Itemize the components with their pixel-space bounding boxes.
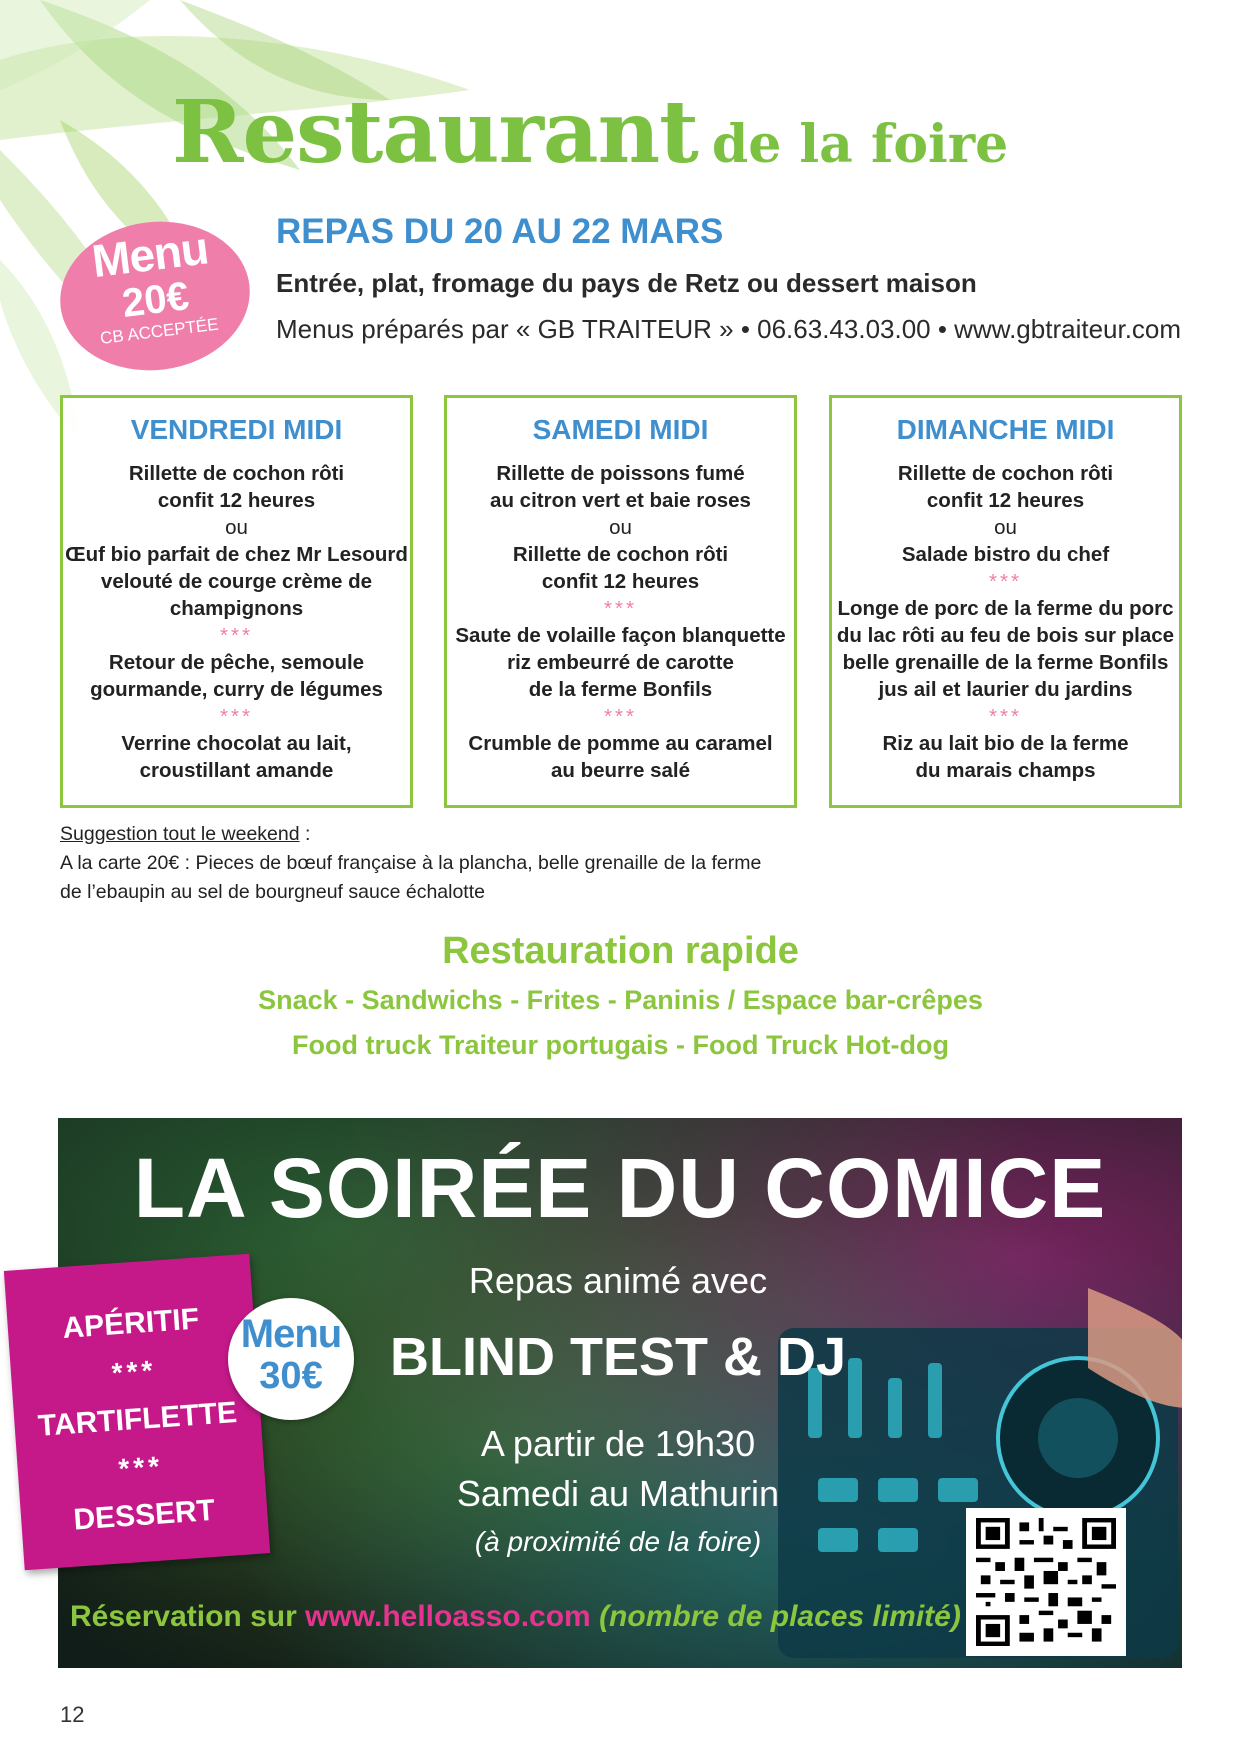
course-separator: ***: [220, 624, 253, 647]
dish-line: gourmande, curry de légumes: [90, 678, 383, 701]
dish-line: Riz au lait bio de la ferme: [882, 732, 1129, 755]
reservation-line: [70, 1600, 961, 1634]
dish-line: Rillette de poissons fumé: [496, 462, 745, 485]
suggestion-colon: :: [299, 823, 311, 845]
dish-line: Salade bistro du chef: [901, 543, 1110, 566]
menu-separator: ***: [110, 1354, 158, 1389]
soiree-proximity: (à proximité de la foire): [474, 1526, 762, 1557]
dish-line: jus ail et laurier du jardins: [878, 678, 1133, 701]
dish-line: Œuf bio parfait de chez Mr Lesourd: [65, 543, 408, 566]
dish-line: Rillette de cochon rôti: [897, 462, 1114, 485]
day-box-dimanche: [829, 395, 1182, 808]
or-divider: ou: [609, 516, 632, 539]
dish-line: Longe de porc de la ferme du porc: [837, 597, 1174, 620]
dish-line: belle grenaille de la ferme Bonfils: [842, 651, 1169, 674]
page-title: [172, 82, 1008, 183]
menu-item-dessert: DESSERT: [72, 1493, 217, 1537]
course-separator: ***: [989, 570, 1022, 593]
or-divider: ou: [225, 516, 248, 539]
qr-code-icon: [976, 1518, 1116, 1646]
fast-food-line-1: Snack - Sandwichs - Frites - Paninis / Espace bar-crêpes: [258, 985, 983, 1015]
fast-food-title: Restauration rapide: [442, 930, 799, 972]
dish-line: riz embeurré de carotte: [507, 651, 734, 674]
day-title: DIMANCHE MIDI: [896, 414, 1115, 445]
menu-separator: ***: [117, 1450, 165, 1485]
dish-line: Rillette de cochon rôti: [512, 543, 729, 566]
dish-line: velouté de courge crème de: [100, 570, 373, 593]
soiree-menu-card: [4, 1254, 270, 1570]
course-separator: ***: [220, 705, 253, 728]
course-separator: ***: [989, 705, 1022, 728]
dish-line: au citron vert et baie roses: [490, 489, 751, 512]
dish-line: du marais champs: [915, 759, 1096, 782]
soiree-menu-label: Menu: [240, 1312, 342, 1356]
page-number: 12: [60, 1702, 85, 1727]
suggestion-line-1: A la carte 20€ : Pieces de bœuf française à la plancha, belle grenaille de la ferme: [60, 852, 762, 874]
title-restaurant: Restaurant: [172, 82, 698, 183]
soiree-blind-test: BLIND TEST & DJ: [389, 1327, 847, 1387]
day-menu-lines: [832, 460, 1179, 784]
course-separator: ***: [604, 597, 637, 620]
dish-line: Crumble de pomme au caramel: [468, 732, 773, 755]
day-box-vendredi: [60, 395, 413, 808]
menu-badge-label: Menu: [89, 221, 211, 288]
soiree-menu-price: 30€: [259, 1355, 323, 1397]
suggestion-label: Suggestion tout le weekend: [60, 823, 300, 845]
day-title: VENDREDI MIDI: [130, 414, 343, 445]
day-box-samedi: [444, 395, 797, 808]
menu-item-tartiflette: TARTIFLETTE: [36, 1396, 239, 1443]
weekend-suggestion: [60, 820, 761, 907]
day-title: SAMEDI MIDI: [532, 414, 709, 445]
day-menu-lines: [447, 460, 794, 784]
menu-item-aperitif: APÉRITIF: [61, 1302, 201, 1345]
soiree-anime: Repas animé avec: [468, 1260, 768, 1301]
soiree-title: LA SOIRÉE DU COMICE: [133, 1141, 1107, 1235]
reservation-link[interactable]: www.helloasso.com: [305, 1600, 591, 1633]
dish-line: confit 12 heures: [541, 570, 700, 593]
day-menu-lines: [63, 460, 410, 784]
dish-line: Saute de volaille façon blanquette: [455, 624, 786, 647]
repas-description: Entrée, plat, fromage du pays de Retz ou dessert maison: [276, 268, 977, 298]
or-divider: ou: [994, 516, 1017, 539]
dish-line: Verrine chocolat au lait,: [121, 732, 352, 755]
course-separator: ***: [604, 705, 637, 728]
reservation-prefix: Réservation sur: [70, 1600, 306, 1633]
dish-line: Rillette de cochon rôti: [128, 462, 345, 485]
soiree-menu-price-badge: [228, 1298, 354, 1420]
soiree-location: Samedi au Mathurin: [456, 1473, 780, 1514]
menu-badge-payment: CB ACCEPTÉE: [99, 314, 220, 348]
dish-line: champignons: [169, 597, 304, 620]
dish-line: au beurre salé: [550, 759, 690, 782]
dish-line: du lac rôti au feu de bois sur place: [836, 624, 1175, 647]
qr-code[interactable]: [966, 1508, 1126, 1656]
menu-badge-price: 20€: [119, 274, 192, 326]
reservation-limit-note: (nombre de places limité): [590, 1600, 961, 1633]
dish-line: de la ferme Bonfils: [528, 678, 713, 701]
dish-line: confit 12 heures: [157, 489, 316, 512]
title-de-la-foire: de la foire: [711, 114, 1009, 175]
soiree-time: A partir de 19h30: [480, 1423, 756, 1464]
dish-line: confit 12 heures: [926, 489, 1085, 512]
repas-heading: REPAS DU 20 AU 22 MARS: [276, 212, 724, 251]
dish-line: croustillant amande: [139, 759, 334, 782]
fast-food-line-2: Food truck Traiteur portugais - Food Truck Hot-dog: [292, 1030, 949, 1060]
suggestion-line-2: de l’ebaupin au sel de bourgneuf sauce échalotte: [60, 881, 485, 903]
dish-line: Retour de pêche, semoule: [108, 651, 365, 674]
repas-caterer-info: Menus préparés par « GB TRAITEUR » • 06.63.43.03.00 • www.gbtraiteur.com: [276, 314, 1182, 344]
